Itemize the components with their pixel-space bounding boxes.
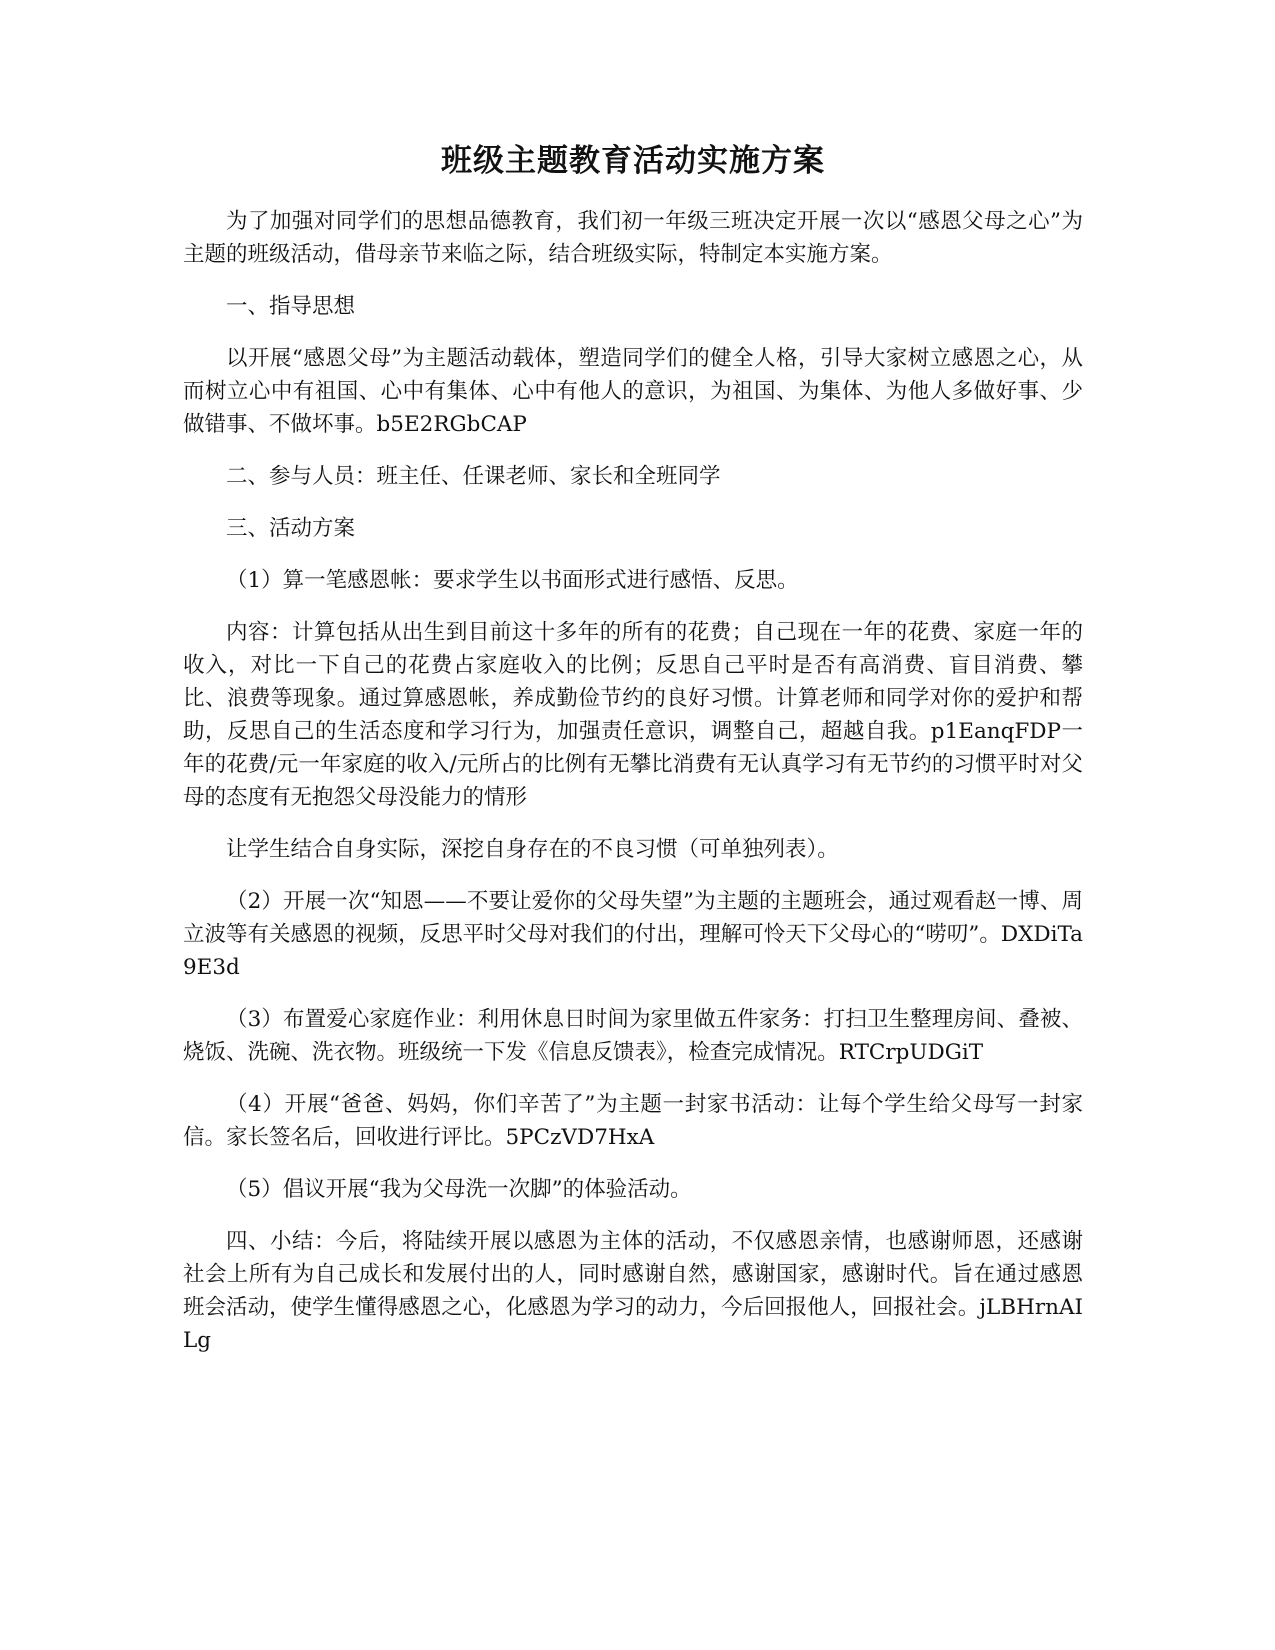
section-heading-guiding-ideology: 一、指导思想 <box>226 294 356 320</box>
document-title: 班级主题教育活动实施方案 <box>441 143 825 179</box>
section-heading-activity-plan: 三、活动方案 <box>226 516 356 542</box>
activity-item-4: （4）开展“爸爸、妈妈，你们辛苦了”为主题一封家书活动：让每个学生给父母写一封家信。家长签名后，回收进行评比。5PCzVD7HxA <box>183 1092 1083 1151</box>
summary-paragraph: 四、小结：今后，将陆续开展以感恩为主体的活动，不仅感恩亲情，也感谢师恩，还感谢社会上所有为自己成长和发展付出的人，同时感谢自然，感谢国家，感谢时代。旨在通过感恩班会活动，使学生懂得感恩之心，化感恩为学习的动力，今后回报他人，回报社会。jLBHrnAILg <box>183 1229 1083 1354</box>
section-heading-participants: 二、参与人员：班主任、任课老师、家长和全班同学 <box>226 464 721 490</box>
activity-item-3: （3）布置爱心家庭作业：利用休息日时间为家里做五件家务：打扫卫生整理房间、叠被、烧饭、洗碗、洗衣物。班级统一下发《信息反馈表》，检查完成情况。RTCrpUDGiT <box>183 1007 1083 1066</box>
activity-item-5: （5）倡议开展“我为父母洗一次脚”的体验活动。 <box>226 1177 692 1203</box>
activity-item-1-followup: 让学生结合自身实际，深挖自身存在的不良习惯（可单独列表）。 <box>226 837 839 863</box>
guiding-ideology-paragraph: 以开展“感恩父母”为主题活动载体，塑造同学们的健全人格，引导大家树立感恩之心，从而树立心中有祖国、心中有集体、心中有他人的意识，为祖国、为集体、为他人多做好事、少做错事、不做坏事。b5E2RGbCAP <box>183 346 1083 438</box>
document-page <box>183 140 1083 1376</box>
activity-item-2: （2）开展一次“知恩——不要让爱你的父母失望”为主题的主题班会，通过观看赵一博、周立波等有关感恩的视频，反思平时父母对我们的付出，理解可怜天下父母心的“唠叨”。DXDiTa9E3d <box>183 889 1083 981</box>
activity-item-1: （1）算一笔感恩帐：要求学生以书面形式进行感悟、反思。 <box>226 568 799 594</box>
activity-item-1-content: 内容：计算包括从出生到目前这十多年的所有的花费；自己现在一年的花费、家庭一年的收入，对比一下自己的花费占家庭收入的比例；反思自己平时是否有高消费、盲目消费、攀比、浪费等现象。通过算感恩帐，养成勤俭节约的良好习惯。计算老师和同学对你的爱护和帮助，反思自己的生活态度和学习行为，加强责任意识，调整自己，超越自我。p1EanqFDP一年的花费/元一年家庭的收入/元所占的比例有无攀比消费有无认真学习有无节约的习惯平时对父母的态度有无抱怨父母没能力的情形 <box>183 620 1083 811</box>
intro-paragraph: 为了加强对同学们的思想品德教育，我们初一年级三班决定开展一次以“感恩父母之心”为主题的班级活动，借母亲节来临之际，结合班级实际，特制定本实施方案。 <box>183 209 1083 268</box>
